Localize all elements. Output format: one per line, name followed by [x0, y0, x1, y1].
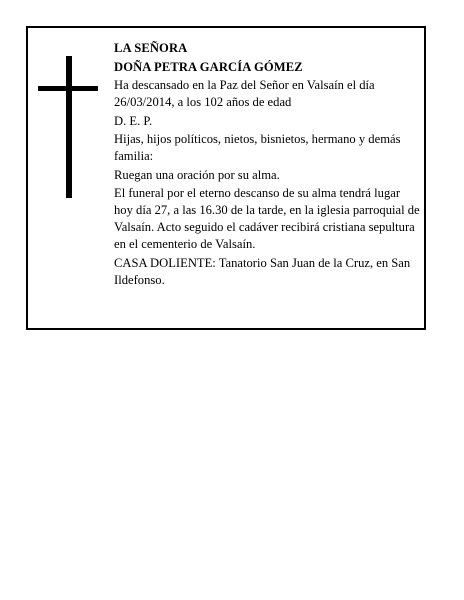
dep-text: D. E. P. [114, 113, 153, 128]
deceased-title: LA SEÑORA [114, 41, 188, 55]
deceased-name: DOÑA PETRA GARCÍA GÓMEZ [114, 59, 303, 74]
family-list: Hijas, hijos políticos, nietos, bisnietos, hermano y demás familia: [114, 132, 401, 163]
cross-vertical-bar [66, 56, 72, 198]
obituary-notice-frame [26, 26, 426, 330]
funeral-details: El funeral por el eterno descanso de su alma tendrá lugar hoy día 27, a las 16.30 de la tarde, en la iglesia parroquial de Valsaín. Acto seguido el cadáver recibirá cristiana sepultura en el cementerio de Valsaín. [114, 186, 420, 251]
prayer-request: Ruegan una oración por su alma. [114, 167, 280, 182]
mourning-house: CASA DOLIENTE: Tanatorio San Juan de la Cruz, en San Ildefonso. [114, 255, 411, 287]
obituary-text-block [114, 40, 422, 290]
cross-horizontal-bar [38, 86, 98, 91]
rest-announcement: Ha descansado en la Paz del Señor en Valsaín el día 26/03/2014, a los 102 años de edad [114, 78, 375, 109]
